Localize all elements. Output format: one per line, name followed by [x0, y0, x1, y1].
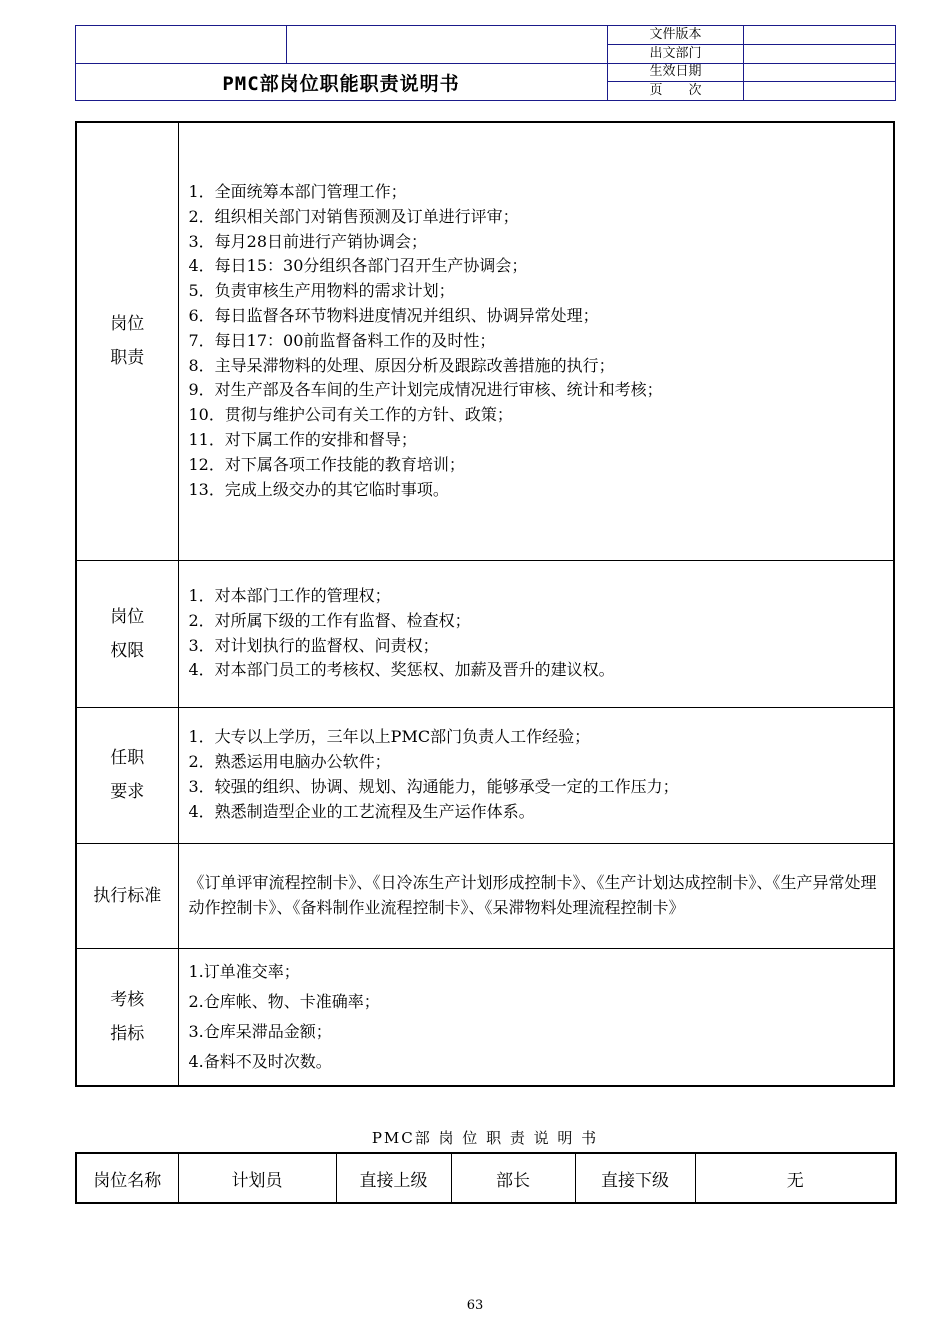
direct-superior-label: 直接上级 — [336, 1153, 451, 1203]
standards-text: 《订单评审流程控制卡》、《日冷冻生产计划形成控制卡》、《生产计划达成控制卡》、《生产异常处理动作控制卡》、《备料制作业流程控制卡》、《呆滞物料处理流程控制卡》 — [188, 872, 877, 917]
section-kpi-row — [76, 948, 894, 1086]
label-line: 权限 — [110, 640, 145, 661]
label-line: 职责 — [110, 348, 145, 369]
meta-value-version — [744, 26, 896, 45]
list-item: 2．组织相关部门对销售预测及订单进行评审； — [188, 206, 519, 226]
list-item: 3．对计划执行的监督权、问责权； — [188, 635, 439, 655]
label-line: 岗位 — [110, 606, 145, 627]
label-line: 任职 — [110, 748, 145, 768]
section-label — [76, 560, 178, 707]
page-number: 63 — [466, 1298, 484, 1313]
position-info-table — [75, 1152, 897, 1204]
list-item: 11．对下属工作的安排和督导； — [188, 430, 417, 450]
list-item: 1．对本部门工作的管理权； — [188, 585, 391, 605]
label-line: 要求 — [110, 782, 145, 802]
label-line: 执行标准 — [93, 885, 162, 906]
section-duties-row — [76, 122, 894, 560]
section-content — [178, 122, 894, 560]
section-label — [76, 843, 178, 948]
header-blank-cell-1 — [76, 26, 287, 64]
list-item: 9．对生产部及各车间的生产计划完成情况进行审核、统计和考核； — [188, 380, 663, 400]
meta-label-department: 出文部门 — [608, 44, 744, 63]
section-authority-row — [76, 560, 894, 707]
section-content — [178, 560, 894, 707]
list-item: 4.备料不及时次数。 — [188, 1051, 332, 1071]
meta-label-page: 页 次 — [608, 82, 744, 101]
list-item: 4．对本部门员工的考核权、奖惩权、加薪及晋升的建议权。 — [188, 660, 615, 680]
list-item: 5．负责审核生产用物料的需求计划； — [188, 281, 455, 301]
list-item: 7．每日17：00前监督备料工作的及时性； — [188, 330, 496, 350]
meta-value-effective-date — [744, 63, 896, 82]
direct-subordinate-value: 无 — [695, 1153, 896, 1203]
label-line: 岗位 — [110, 314, 145, 335]
section-standards-row — [76, 843, 894, 948]
label-line: 考核 — [110, 989, 145, 1010]
list-item: 1.订单准交率； — [188, 961, 300, 981]
label-line: 指标 — [110, 1023, 145, 1044]
section-label — [76, 122, 178, 560]
list-item: 10．贯彻与维护公司有关工作的方针、政策； — [188, 405, 513, 425]
list-item: 2．对所属下级的工作有监督、检查权； — [188, 610, 471, 630]
direct-subordinate-label: 直接下级 — [575, 1153, 695, 1203]
list-item: 4．熟悉制造型企业的工艺流程及生产运作体系。 — [188, 801, 535, 821]
meta-label-effective-date: 生效日期 — [608, 63, 744, 82]
section-content — [178, 843, 894, 948]
list-item: 3．较强的组织、协调、规划、沟通能力，能够承受一定的工作压力； — [188, 777, 679, 796]
list-item: 12．对下属各项工作技能的教育培训； — [188, 454, 465, 474]
direct-superior-value: 部长 — [451, 1153, 575, 1203]
document-title: PMC部岗位职能职责说明书 — [222, 72, 460, 95]
section-content — [178, 707, 894, 843]
section-requirements-row — [76, 707, 894, 843]
list-item: 6．每日监督各环节物料进度情况并组织、协调异常处理； — [188, 306, 599, 326]
list-item: 2.仓库帐、物、卡准确率； — [188, 991, 380, 1011]
list-item: 3.仓库呆滞品金额； — [188, 1021, 332, 1041]
position-name-label: 岗位名称 — [76, 1153, 178, 1203]
list-item: 3．每月28日前进行产销协调会； — [188, 231, 428, 251]
position-name-value: 计划员 — [178, 1153, 336, 1203]
responsibilities-table — [75, 121, 895, 1087]
list-item: 1．全面统筹本部门管理工作； — [188, 182, 407, 202]
section-label — [76, 707, 178, 843]
list-item: 4．每日15：30分组织各部门召开生产协调会； — [188, 256, 528, 276]
header-blank-cell-2 — [287, 26, 608, 64]
meta-value-page — [744, 82, 896, 101]
list-item: 8．主导呆滞物料的处理、原因分析及跟踪改善措施的执行； — [188, 355, 615, 375]
list-item: 13．完成上级交办的其它临时事项。 — [188, 479, 449, 499]
meta-label-version: 文件版本 — [608, 26, 744, 45]
list-item: 1．大专以上学历，三年以上PMC部门负责人工作经验； — [188, 727, 591, 747]
list-item: 2．熟悉运用电脑办公软件； — [188, 752, 391, 772]
section-content — [178, 948, 894, 1086]
section-label — [76, 948, 178, 1086]
meta-value-department — [744, 44, 896, 63]
section-title: PMC部 岗 位 职 责 说 明 书 — [371, 1129, 599, 1147]
